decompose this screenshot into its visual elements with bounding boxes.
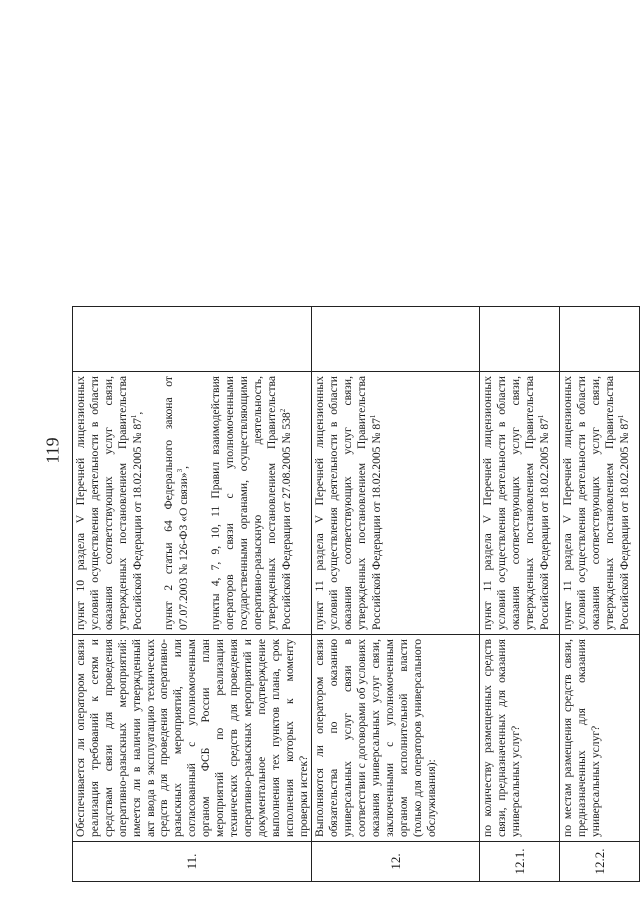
legal-reference: пункт 11 раздела V Перечней лицензионных условий осуществления деятельности в области оказания соответствующих услуг связи, утвержденных постановлением Правительства Российской Федерации от 18.02.2005 № $87^1$	[313, 376, 383, 630]
table-row	[480, 307, 560, 882]
legal-reference: пункт 10 раздела V Перечней лицензионных условий осуществления деятельности в области оказания соответствующих услуг связи, утвержденных постановлением Правительства Российской Федерации от 18.02.2005 № $87^1$,	[74, 376, 144, 630]
empty-cell	[480, 307, 560, 372]
footnote-mark: 1	[617, 414, 626, 419]
row-number: 11.	[73, 842, 312, 882]
empty-cell	[312, 307, 480, 372]
footnote-mark: 1	[129, 414, 138, 419]
table-row	[312, 307, 480, 882]
legal-reference: пункт 2 статьи 64 Федерального закона от 07.07.2003 № 126-ФЗ «О связи»$^3$,	[162, 376, 191, 630]
row-number: 12.2.	[560, 842, 640, 882]
row-number: 12.1.	[480, 842, 560, 882]
requirements-table	[72, 306, 640, 882]
footnote-mark: 1	[369, 414, 378, 419]
requirement-question: по количеству размещенных средств связи, предназначенных для оказания универсальных услуг?	[480, 635, 560, 842]
legal-reference: пункт 11 раздела V Перечней лицензионных условий осуществления деятельности в области оказания соответствующих услуг связи, утвержденных постановлением Правительства Российской Федерации от 18.02.2005 № $87^1$	[481, 376, 551, 630]
legal-basis	[560, 372, 640, 635]
footnote-mark: 3	[176, 468, 185, 473]
legal-reference: пункты 4, 7, 9, 10, 11 Правил взаимодействия операторов связи с уполномоченными государственными органами, осуществляющими оперативно-разыскную деятельность, утвержденных постановлением Правительства Российской Федерации от 27.08.2005 № $538^2$	[209, 376, 293, 630]
table-row	[73, 307, 312, 882]
page-number: 119	[42, 437, 63, 464]
legal-reference: пункт 11 раздела V Перечней лицензионных условий осуществления деятельности в области оказания соответствующих услуг связи, утвержденных постановлением Правительства Российской Федерации от 18.02.2005 № $87^1$	[561, 376, 631, 630]
row-number: 12.	[312, 842, 480, 882]
paragraph-gap	[191, 376, 209, 630]
empty-cell	[73, 307, 312, 372]
requirement-question: Обеспечивается ли оператором связи реализация требований к сетям и средствам связи для проведения оперативно-разыскных мероприятий: имеется ли в наличии утвержденный акт ввода в эксплуатацию технических средств для проведения оперативно-разыскных мероприятий, или согласованный с уполномоченным органом ФСБ России план мероприятий по реализации технических средств для проведения оперативно-разыскных мероприятий и документальное подтверждение выполнения тех пунктов плана, срок исполнения которых к моменту проверки истек?	[73, 635, 312, 842]
requirement-question: Выполняются ли оператором связи обязательства по оказанию универсальных услуг связи в соответствии с договорами об условиях оказания универсальных услуг связи, заключенными с уполномоченным органом исполнительной власти (только для операторов универсального обслуживания):	[312, 635, 480, 842]
legal-basis	[312, 372, 480, 635]
rotated-page-content	[72, 319, 640, 882]
empty-cell	[560, 307, 640, 372]
footnote-mark: 1	[537, 414, 546, 419]
footnote-mark: 2	[278, 408, 287, 413]
table-row	[560, 307, 640, 882]
legal-basis	[480, 372, 560, 635]
requirement-question: по местам размещения средств связи, предназначенных для оказания универсальных услуг?	[560, 635, 640, 842]
legal-basis	[73, 372, 312, 635]
paragraph-gap	[144, 376, 162, 630]
